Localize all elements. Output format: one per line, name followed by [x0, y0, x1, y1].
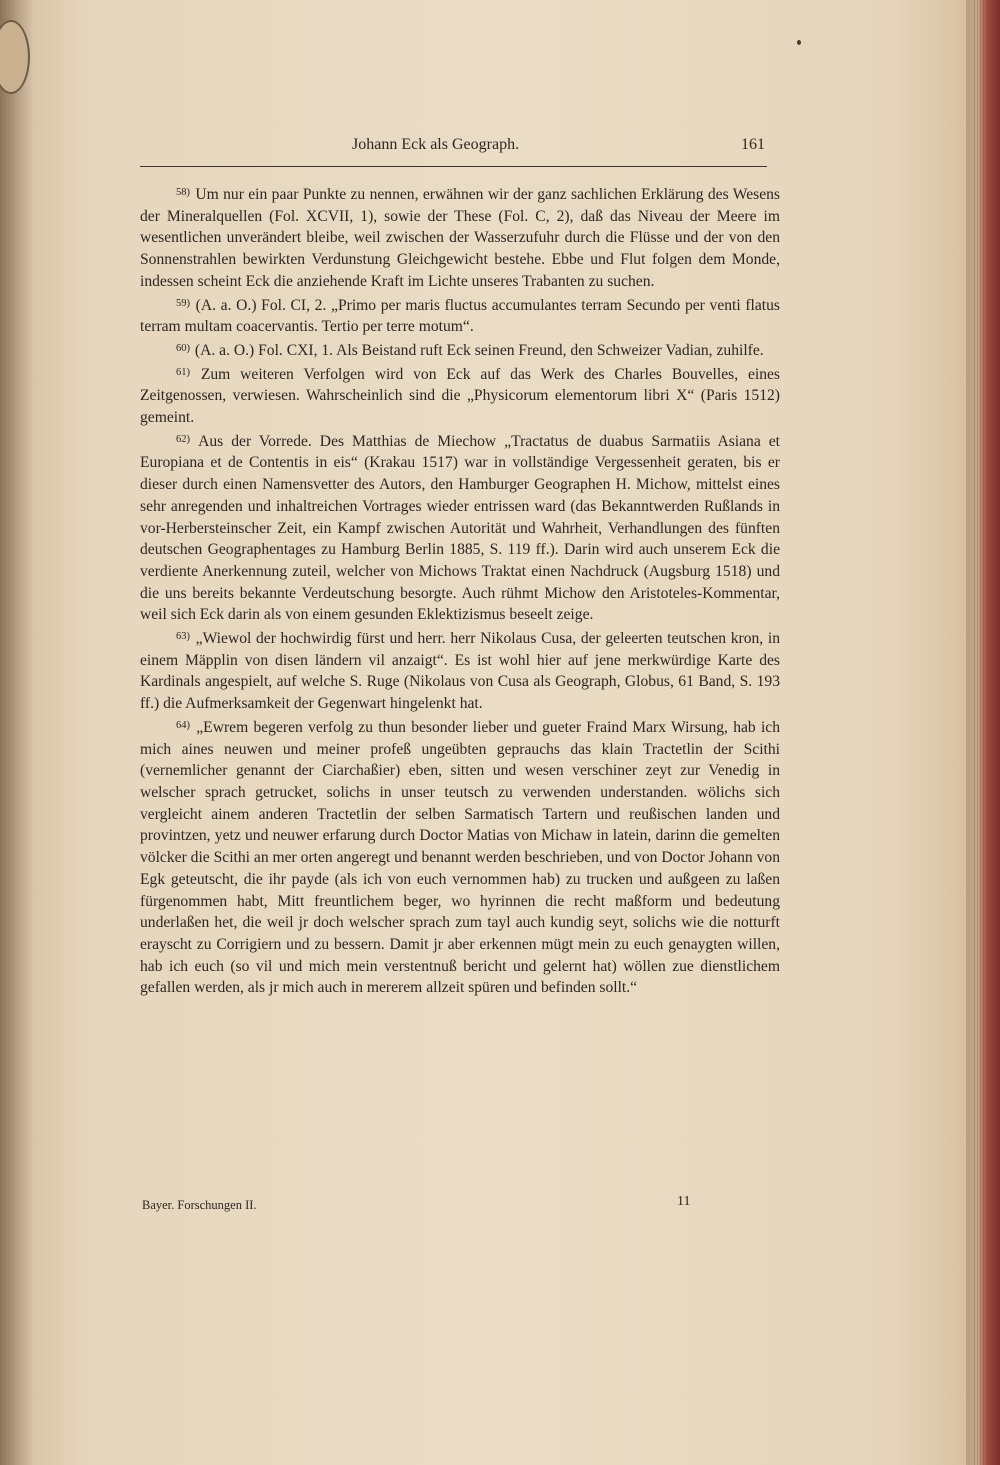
footnote-number: 64)	[176, 719, 190, 731]
footnote-text: (A. a. O.) Fol. CXI, 1. Als Beistand ruft Eck seinen Freund, den Schweizer Vadian, zuhilfe.	[194, 341, 764, 359]
footnote-text: „Ewrem begeren verfolg zu thun besonder lieber und gueter Fraind Marx Wirsung, hab ich mich aines neuwen und meiner profeß ungeübten geprauchs das klain Tractetlin der Scithi (vernemlicher genannt der Ciarchaßier) eben, sitten und wesen verschiner zeyt zur Venedig in welscher sprach getrucket, solichs in unser teutsch zu verwenden understanden. wölichs sich vergleicht ainem anderen Tractetlin der selben Sarmatisch Tartern und reußischen landen und provintzen, yetz und neuwer erfarung durch Doctor Matias von Michaw in latein, darinn die gemelten völcker die Scithi an mer orten angeregt und benannt werden beschrieben, und von Doctor Johann von Egk geteutscht, die ihr payde (als ich von euch vernommen hab) zu trucken und außgeen zu laßen fürgenommen habt, Mitt freuntlichem beger, wo hyrinnen die recht maßform und bedeutung underlaßen het, die weil jr doch welscher sprach zum tayl auch kundig seyt, solichs wie die notturft erayscht zu Corrigiern und zu bessern. Damit jr aber erkennen mügt mein zu euch genaygten willen, hab ich euch (so vil und mich mein verstentnuß bericht und gelernt hat) wöllen zue dienstlichem gefallen werden, als jr mich auch in mererem allzeit spüren und befinden sollt.“	[140, 718, 781, 997]
footnote-59	[140, 293, 780, 338]
footnote-number: 62)	[176, 433, 190, 445]
footnote-62	[140, 429, 780, 626]
footnote-60	[140, 338, 780, 362]
footnote-number: 61)	[176, 366, 190, 378]
running-head-title: Johann Eck als Geograph.	[352, 136, 520, 153]
footnote-number: 60)	[176, 342, 190, 354]
footnote-text: (A. a. O.) Fol. CI, 2. „Primo per maris fluctus accumulantes terram Secundo per venti flatus terram multam coacervantis. Tertio per terre motum“.	[140, 296, 781, 336]
footnotes-block	[140, 182, 780, 999]
footnote-number: 58)	[176, 187, 190, 198]
left-page-edge	[0, 0, 34, 1465]
page-edge-lines	[974, 0, 986, 1465]
footnote-58	[140, 182, 780, 293]
running-head	[140, 134, 767, 167]
footnote-63	[140, 626, 780, 715]
footnote-number: 59)	[176, 297, 190, 309]
footnote-text: Zum weiteren Verfolgen wird von Eck auf das Werk des Charles Bouvelles, eines Zeitgenossen, verwiesen. Wahrscheinlich sind die „Physicorum elementorum libri X“ (Paris 1512) gemeint.	[140, 365, 780, 427]
signature-mark: Bayer. Forschungen II.	[142, 1198, 257, 1212]
footnote-text: „Wiewol der hochwirdig fürst und herr. herr Nikolaus Cusa, der geleerten teutschen kron, in einem Mäpplin von disen ländern vil anzaigt“. Es ist wohl hier auf jene merkwürdige Karte des Kardinals angespielt, auf welche S. Ruge (Nikolaus von Cusa als Geograph, Globus, 61 Band, S. 193 ff.) die Aufmerksamkeit der Gegenwart hingelenkt hat.	[140, 630, 780, 713]
footnote-64	[140, 715, 780, 999]
page-number: 161	[741, 136, 765, 153]
book-edge	[966, 0, 1000, 1465]
footnote-text: Aus der Vorrede. Des Matthias de Miechow „Tractatus de duabus Sarmatiis Asiana et Europiana et de Contentis in eis“ (Krakau 1517) war in vollständige Vergessenheit geraten, bis er dieser durch einen Namensvetter des Autors, den Hamburger Geographen H. Michow, mittelst eines sehr anregenden und inhaltreichen Vortrages wieder entrissen ward (das Bekanntwerden Rußlands in vor-Herbersteinscher Zeit, ein Kampf zwischen Autorität und Wahrheit, Verhandlungen des fünften deutschen Geographentages zu Hamburg Berlin 1885, S. 119 ff.). Darin wird auch unserem Eck die verdiente Anerkennung zuteil, welcher von Michows Traktat einen Nachdruck (Augsburg 1518) und die uns bereits bekannte Verdeutschung besorgte. Auch rühmt Michow den Aristoteles-Kommentar, weil sich Eck darin als von einem gesunden Eklektizismus beseelt zeige.	[140, 432, 780, 624]
ink-speck	[797, 40, 801, 45]
footnote-number: 63)	[176, 631, 190, 643]
sheet-number: 11	[677, 1194, 691, 1209]
footnote-61	[140, 362, 780, 429]
footnote-text: Um nur ein paar Punkte zu nennen, erwähnen wir der ganz sachlichen Erklärung des Wesens der Mineralquellen (Fol. XCVII, 1), sowie der These (Fol. C, 2), daß das Niveau der Meere im wesentlichen unverändert bleibe, weil zwischen der Wasserzufuhr durch die Flüsse und der von den Sonnenstrahlen bewirkten Verdunstung Gleichgewicht bestehe. Ebbe und Flut folgen dem Monde, indessen scheint Eck die anziehende Kraft im Lichte unseres Trabanten zu suchen.	[140, 186, 780, 290]
